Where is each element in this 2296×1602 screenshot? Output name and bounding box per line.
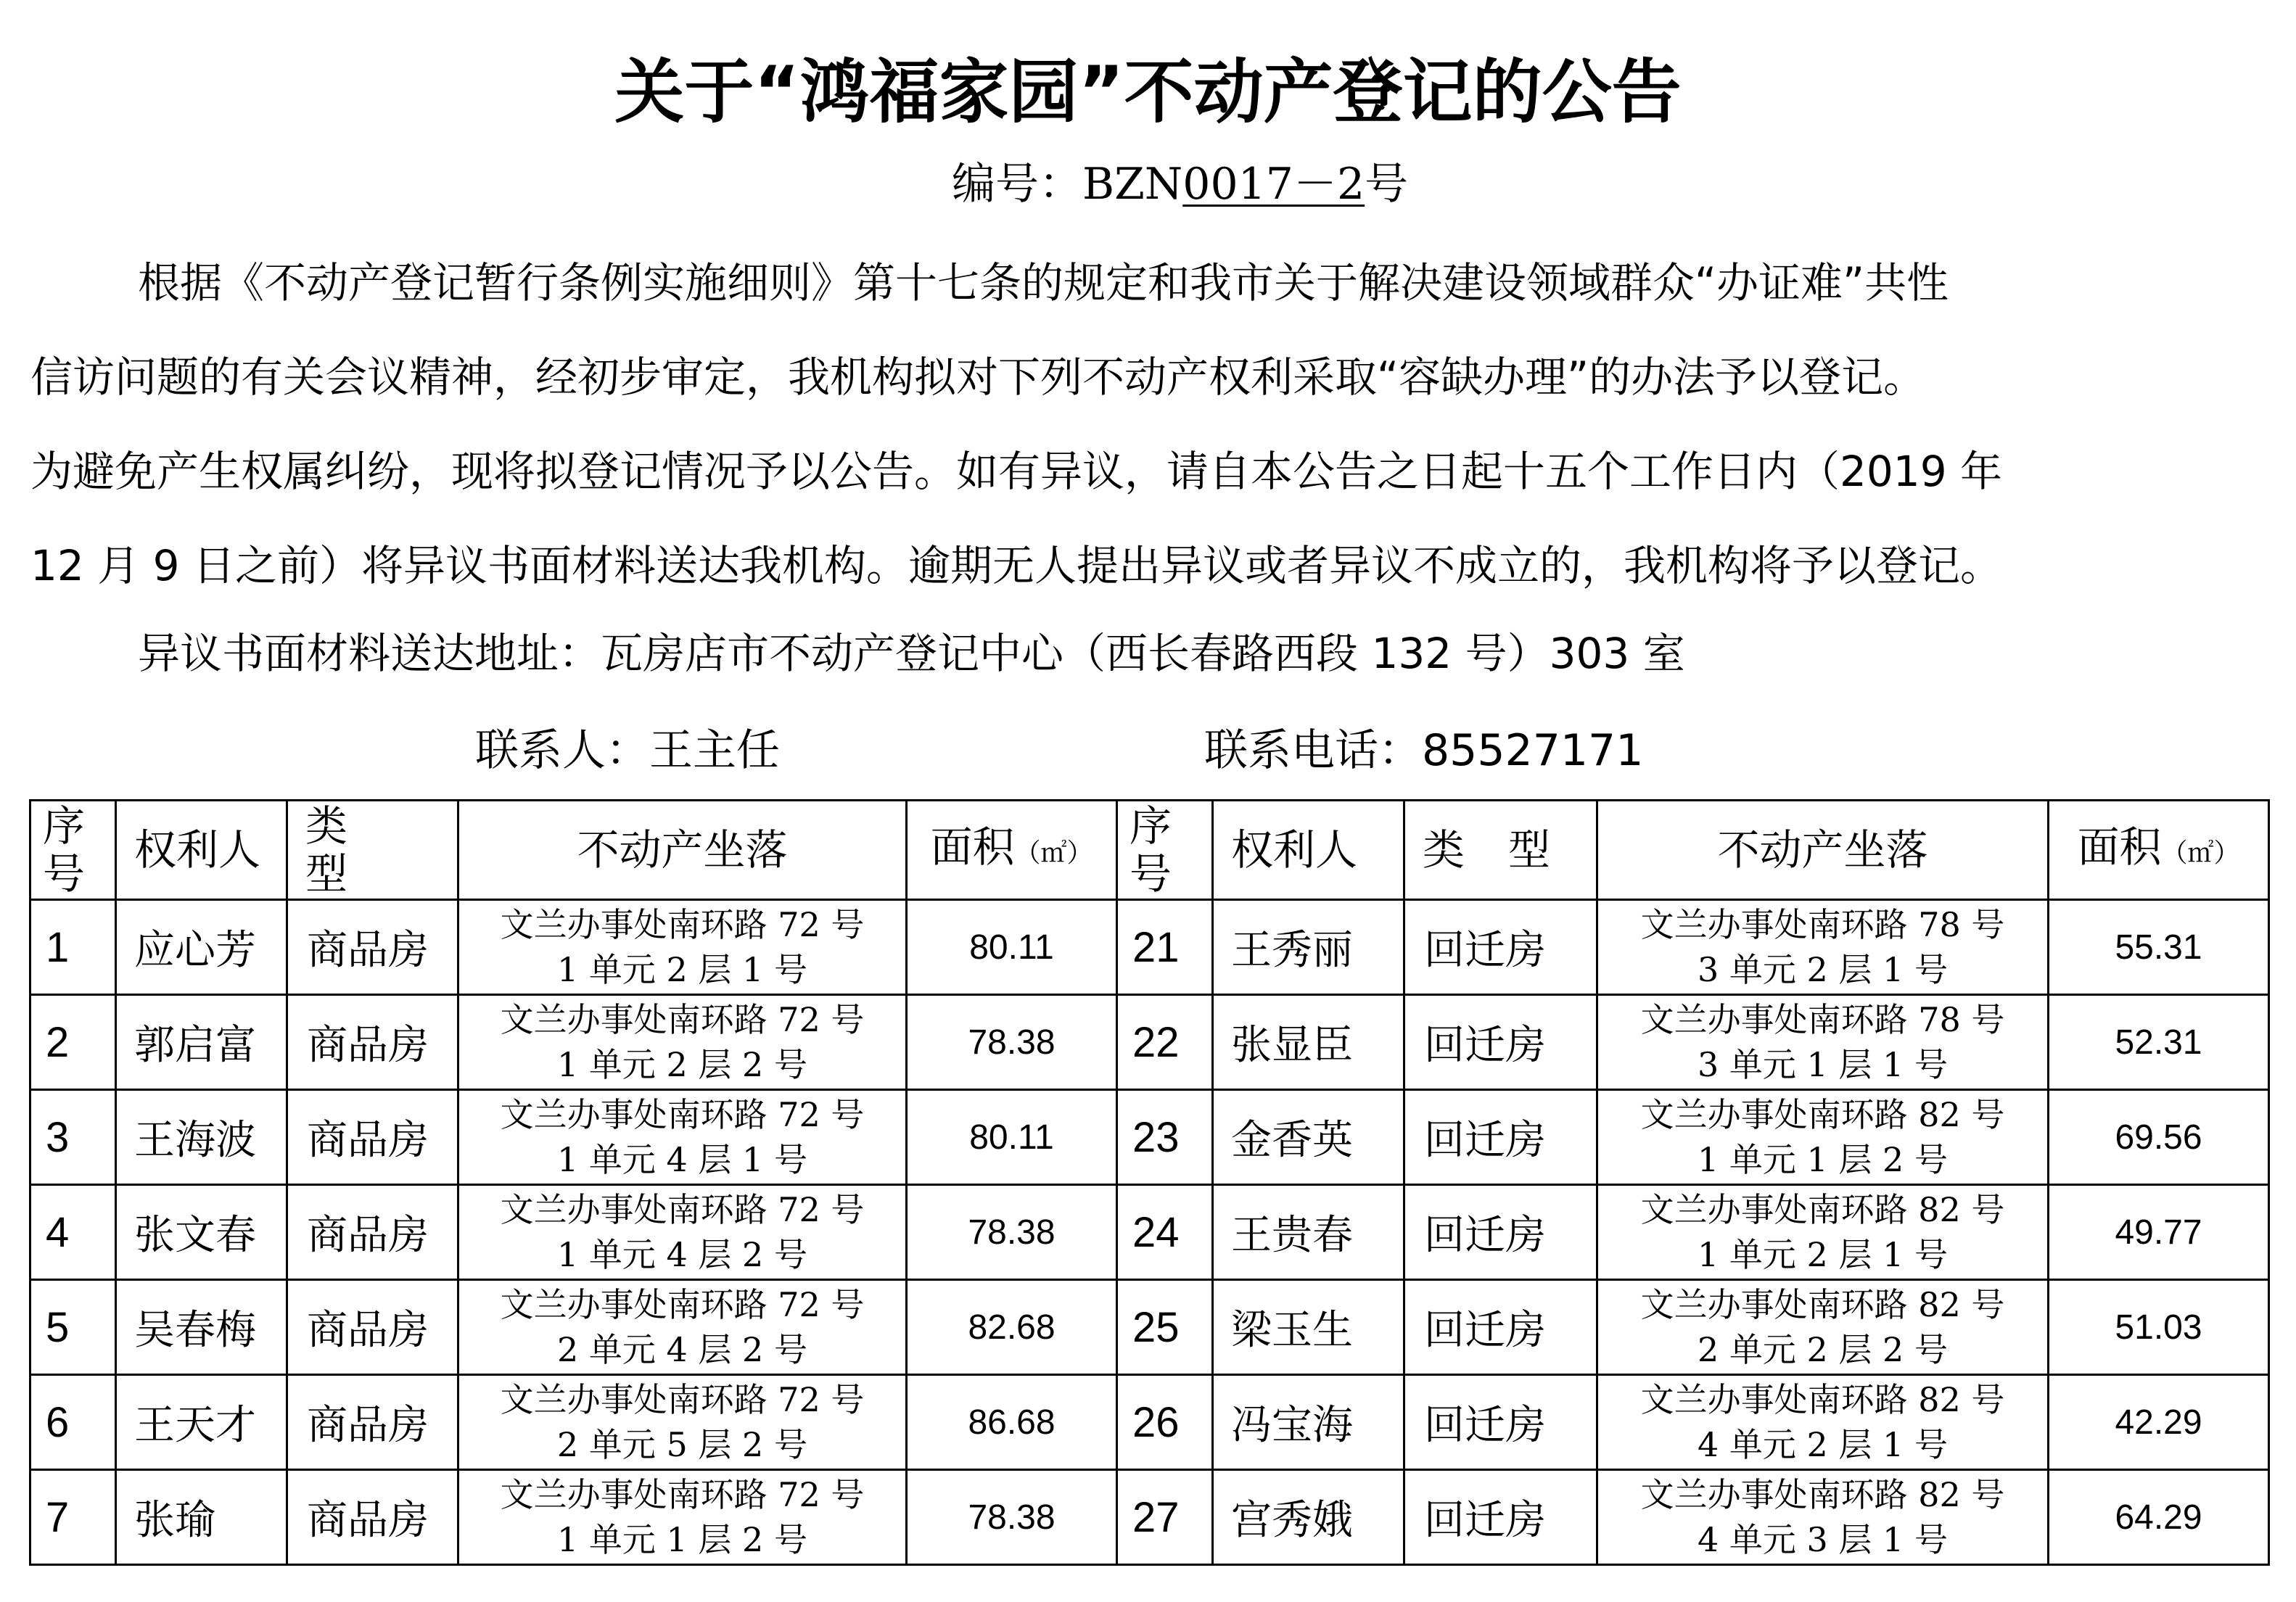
cell-location-right (1597, 1375, 2049, 1470)
cell-location-left (458, 1185, 907, 1280)
cell-type-right: 回迁房 (1404, 900, 1597, 995)
cell-location-left (458, 995, 907, 1090)
location-line-1: 文兰办事处南环路 82 号 (1640, 1380, 2005, 1419)
contact-phone: 联系电话：85527171 (1204, 725, 1644, 776)
table-row (30, 1280, 2269, 1375)
table-row (30, 1090, 2269, 1185)
location-line-1: 文兰办事处南环路 82 号 (1640, 1095, 2005, 1134)
cell-location-left (458, 1280, 907, 1375)
location-line-1: 文兰办事处南环路 78 号 (1640, 905, 2005, 944)
location-line-2: 1 单元 4 层 1 号 (557, 1140, 807, 1179)
location-line-2: 4 单元 2 层 1 号 (1698, 1425, 1948, 1464)
cell-area-left: 80.11 (907, 900, 1117, 995)
header-holder-right: 权利人 (1213, 801, 1404, 900)
header-area-left-unit: （㎡） (1014, 838, 1093, 868)
header-area-left-text: 面积 (930, 822, 1015, 872)
cell-seq-right: 22 (1117, 995, 1213, 1090)
cell-seq-right: 26 (1117, 1375, 1213, 1470)
cell-type-left: 商品房 (287, 1090, 458, 1185)
cell-seq-left: 2 (30, 995, 116, 1090)
cell-seq-right: 24 (1117, 1185, 1213, 1280)
cell-seq-right: 21 (1117, 900, 1213, 995)
header-location-right: 不动产坐落 (1597, 801, 2049, 900)
header-area-right-text: 面积 (2077, 822, 2162, 872)
cell-seq-left: 6 (30, 1375, 116, 1470)
body-line-3-text: 为避免产生权属纠纷，现将拟登记情况予以公告。如有异议，请自本公告之日起十五个工作日内（2019 年 (30, 447, 2003, 496)
cell-holder-right: 梁玉生 (1213, 1280, 1404, 1375)
body-line-3 (30, 424, 2268, 519)
registration-table (29, 799, 2270, 1566)
cell-type-right: 回迁房 (1404, 1280, 1597, 1375)
cell-type-left: 商品房 (287, 995, 458, 1090)
location-line-2: 3 单元 2 层 1 号 (1698, 950, 1948, 989)
location-line-2: 4 单元 3 层 1 号 (1698, 1520, 1948, 1559)
cell-location-left (458, 1375, 907, 1470)
cell-holder-left: 王天才 (116, 1375, 287, 1470)
location-line-2: 2 单元 5 层 2 号 (557, 1425, 807, 1464)
contact-person: 联系人：王主任 (475, 725, 780, 776)
cell-holder-right: 金香英 (1213, 1090, 1404, 1185)
cell-holder-right: 王秀丽 (1213, 900, 1404, 995)
table-body (30, 900, 2269, 1565)
location-line-2: 1 单元 2 层 1 号 (557, 950, 807, 989)
header-seq-right (1117, 801, 1213, 900)
cell-area-right: 52.31 (2049, 995, 2269, 1090)
location-line-2: 2 单元 2 层 2 号 (1698, 1330, 1948, 1369)
cell-location-right (1597, 900, 2049, 995)
body-line-4 (30, 519, 2268, 613)
cell-area-left: 78.38 (907, 995, 1117, 1090)
cell-area-left: 80.11 (907, 1090, 1117, 1185)
cell-seq-left: 7 (30, 1470, 116, 1565)
cell-type-right: 回迁房 (1404, 1090, 1597, 1185)
cell-seq-left: 1 (30, 900, 116, 995)
cell-type-left: 商品房 (287, 900, 458, 995)
location-line-1: 文兰办事处南环路 72 号 (500, 1475, 865, 1514)
location-line-2: 1 单元 2 层 1 号 (1698, 1235, 1948, 1274)
cell-holder-right: 宫秀娥 (1213, 1470, 1404, 1565)
header-seq-left (30, 801, 116, 900)
header-seq-right-text: 序号 (1130, 801, 1172, 899)
notice-number-prefix: 编号：BZN (952, 159, 1183, 210)
header-seq-left-text: 序号 (43, 801, 86, 899)
notice-number-suffix: 号 (1365, 159, 1409, 210)
cell-type-right: 回迁房 (1404, 1470, 1597, 1565)
body-line-4-text: 12 月 9 日之前）将异议书面材料送达我机构。逾期无人提出异议或者异议不成立的，我机构将予以登记。 (30, 541, 2003, 590)
cell-seq-left: 5 (30, 1280, 116, 1375)
cell-holder-left: 郭启富 (116, 995, 287, 1090)
location-line-2: 1 单元 4 层 2 号 (557, 1235, 807, 1274)
cell-seq-left: 3 (30, 1090, 116, 1185)
body-line-2-text: 信访问题的有关会议精神，经初步审定，我机构拟对下列不动产权利采取“容缺办理”的办法予以登记。 (30, 352, 1926, 402)
location-line-2: 3 单元 1 层 1 号 (1698, 1045, 1948, 1084)
header-holder-left: 权利人 (116, 801, 287, 900)
cell-holder-right: 冯宝海 (1213, 1375, 1404, 1470)
table-row (30, 1375, 2269, 1470)
notice-title: 关于“鸿福家园”不动产登记的公告 (614, 51, 1682, 133)
cell-seq-right: 27 (1117, 1470, 1213, 1565)
location-line-2: 1 单元 1 层 2 号 (557, 1520, 807, 1559)
cell-seq-right: 25 (1117, 1280, 1213, 1375)
header-type-left (287, 801, 458, 900)
cell-area-left: 78.38 (907, 1470, 1117, 1565)
cell-type-left: 商品房 (287, 1470, 458, 1565)
location-line-1: 文兰办事处南环路 72 号 (500, 1380, 865, 1419)
table-row (30, 1470, 2269, 1565)
cell-type-right: 回迁房 (1404, 1375, 1597, 1470)
header-type-left-text: 类型 (305, 801, 392, 899)
cell-area-left: 82.68 (907, 1280, 1117, 1375)
cell-location-right (1597, 995, 2049, 1090)
cell-location-right (1597, 1280, 2049, 1375)
cell-seq-right: 23 (1117, 1090, 1213, 1185)
header-location-left: 不动产坐落 (458, 801, 907, 900)
cell-location-left (458, 1470, 907, 1565)
location-line-2: 1 单元 2 层 2 号 (557, 1045, 807, 1084)
cell-holder-left: 王海波 (116, 1090, 287, 1185)
cell-area-right: 69.56 (2049, 1090, 2269, 1185)
cell-area-left: 86.68 (907, 1375, 1117, 1470)
cell-location-right (1597, 1470, 2049, 1565)
table-header-row (30, 801, 2269, 900)
location-line-1: 文兰办事处南环路 72 号 (500, 905, 865, 944)
cell-holder-right: 王贵春 (1213, 1185, 1404, 1280)
location-line-1: 文兰办事处南环路 82 号 (1640, 1475, 2005, 1514)
notice-number (952, 155, 1408, 213)
header-type-right (1404, 801, 1597, 900)
header-area-left (907, 801, 1117, 900)
location-line-1: 文兰办事处南环路 82 号 (1640, 1285, 2005, 1324)
cell-holder-left: 张瑜 (116, 1470, 287, 1565)
cell-type-left: 商品房 (287, 1280, 458, 1375)
table-row (30, 900, 2269, 995)
cell-area-left: 78.38 (907, 1185, 1117, 1280)
cell-area-right: 64.29 (2049, 1470, 2269, 1565)
location-line-1: 文兰办事处南环路 82 号 (1640, 1190, 2005, 1229)
table-row (30, 1185, 2269, 1280)
location-line-1: 文兰办事处南环路 72 号 (500, 1285, 865, 1324)
cell-location-left (458, 1090, 907, 1185)
body-line-1-text: 根据《不动产登记暂行条例实施细则》第十七条的规定和我市关于解决建设领域群众“办证难”共性 (138, 258, 1949, 307)
location-line-1: 文兰办事处南环路 78 号 (1640, 1000, 2005, 1039)
cell-type-right: 回迁房 (1404, 995, 1597, 1090)
cell-type-left: 商品房 (287, 1185, 458, 1280)
cell-area-right: 55.31 (2049, 900, 2269, 995)
cell-type-left: 商品房 (287, 1375, 458, 1470)
table-row (30, 995, 2269, 1090)
header-area-right (2049, 801, 2269, 900)
location-line-1: 文兰办事处南环路 72 号 (500, 1095, 865, 1134)
body-line-2 (30, 330, 2268, 424)
header-area-right-unit: （㎡） (2161, 838, 2240, 868)
cell-location-right (1597, 1090, 2049, 1185)
cell-area-right: 51.03 (2049, 1280, 2269, 1375)
cell-area-right: 49.77 (2049, 1185, 2269, 1280)
cell-seq-left: 4 (30, 1185, 116, 1280)
cell-holder-left: 吴春梅 (116, 1280, 287, 1375)
cell-location-left (458, 900, 907, 995)
location-line-2: 2 单元 4 层 2 号 (557, 1330, 807, 1369)
location-line-1: 文兰办事处南环路 72 号 (500, 1000, 865, 1039)
header-type-right-text: 类型 (1423, 825, 1595, 875)
objection-address: 异议书面材料送达地址：瓦房店市不动产登记中心（西长春路西段 132 号）303 室 (138, 629, 1685, 678)
cell-holder-right: 张显臣 (1213, 995, 1404, 1090)
notice-number-value: 0017－2 (1182, 159, 1365, 210)
cell-location-right (1597, 1185, 2049, 1280)
cell-holder-left: 张文春 (116, 1185, 287, 1280)
location-line-1: 文兰办事处南环路 72 号 (500, 1190, 865, 1229)
body-line-1 (30, 236, 2268, 330)
cell-area-right: 42.29 (2049, 1375, 2269, 1470)
location-line-2: 1 单元 1 层 2 号 (1698, 1140, 1948, 1179)
cell-holder-left: 应心芳 (116, 900, 287, 995)
cell-type-right: 回迁房 (1404, 1185, 1597, 1280)
